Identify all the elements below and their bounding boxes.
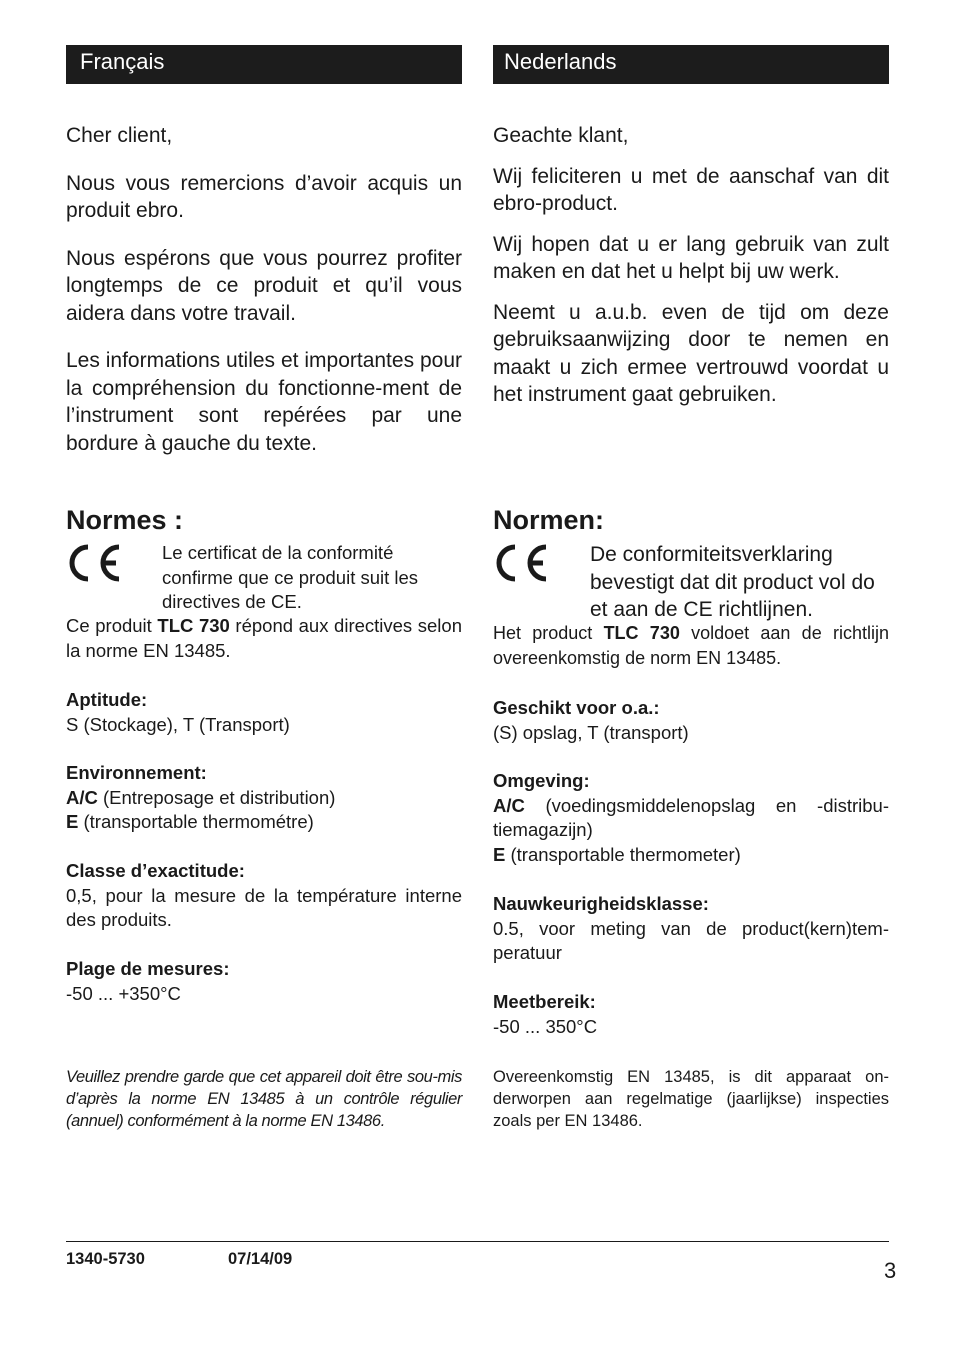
spec-range <box>493 990 889 1039</box>
spec-value: E (transportable thermometer) <box>493 843 741 865</box>
document-date: 07/14/09 <box>228 1250 293 1268</box>
intro-paragraph: Nous espérons que vous pourrez profiter longtemps de ce produit et qu’il vous aidera dans votre travail. <box>66 246 462 325</box>
intro-paragraph: Neemt u a.u.b. even de tijd om deze gebruiksaanwijzing door te nemen en maakt u zich ermee vertrouwd voordat u het instrument gaat gebruiken. <box>493 300 889 406</box>
spec-heading: Meetbereik: <box>493 991 596 1012</box>
spec-value: 0,5, pour la mesure de la température interne des produits. <box>66 884 462 930</box>
norms-title: Normes : <box>66 505 184 535</box>
spec-accuracy <box>66 859 462 933</box>
spec-heading: Aptitude: <box>66 689 148 710</box>
ce-mark-icon <box>66 541 122 585</box>
spec-environment <box>493 769 889 867</box>
spec-value: S (Stockage), T (Transport) <box>66 713 290 735</box>
spec-value: -50 ... +350°C <box>66 982 181 1004</box>
intro-paragraph: Les informations utiles et importantes pour la compréhension du fonctionne-ment de l’instrument sont repérées par une bordure à gauche du texte. <box>66 349 462 455</box>
model-name: TLC 730 <box>603 623 680 643</box>
spec-heading: Omgeving: <box>493 770 590 791</box>
spec-heading: Plage de mesures: <box>66 958 230 979</box>
spec-value: (S) opslag, T (transport) <box>493 721 689 743</box>
spec-value: E (transportable thermométre) <box>66 811 314 832</box>
spec-heading: Classe d’exactitude: <box>66 860 245 881</box>
language-header-french: Français <box>66 45 462 84</box>
compliance-statement: Ce produit TLC 730 répond aux directives selon la norme EN 13485. <box>66 615 462 661</box>
intro-paragraph: Wij hopen dat u er lang gebruik van zult maken en dat het u helpt bij uw werk. <box>493 232 889 283</box>
footer-divider <box>66 1241 889 1242</box>
ce-description: De conformiteitsverklaring bevestigt dat dit product vol do et aan de CE richtlijnen. <box>590 543 875 621</box>
spec-value: -50 ... 350°C <box>493 1015 598 1037</box>
language-header-dutch: Nederlands <box>493 45 889 84</box>
norms-title: Normen: <box>493 505 605 535</box>
intro-paragraph: Wij feliciteren u met de aanschaf van dit ebro-product. <box>493 164 889 215</box>
spec-range <box>66 957 462 1006</box>
spec-heading: Nauwkeurigheidsklasse: <box>493 893 709 914</box>
greeting: Geachte klant, <box>493 124 629 147</box>
compliance-statement: Het product TLC 730 voldoet aan de richtlijn overeenkomstig de norm EN 13485. <box>493 623 889 668</box>
ce-description: Le certificat de la conformité confirme que ce produit suit les directives de CE. <box>162 542 419 612</box>
spec-suitability <box>493 696 889 745</box>
spec-value: 0.5, voor meting van de product(kern)tem-peratuur <box>493 917 889 963</box>
spec-suitability <box>66 688 462 737</box>
intro-paragraph: Nous vous remercions d’avoir acquis un produit ebro. <box>66 171 462 222</box>
spec-heading: Geschikt voor o.a.: <box>493 697 660 718</box>
inspection-note: Overeenkomstig EN 13485, is dit apparaat on-derworpen aan regelmatige (jaarlijkse) inspecties zoals per EN 13486. <box>493 1068 889 1130</box>
document-code: 1340-5730 <box>66 1250 145 1268</box>
spec-accuracy <box>493 892 889 966</box>
greeting: Cher client, <box>66 124 173 147</box>
model-name: TLC 730 <box>157 615 230 636</box>
spec-value: A/C (voedingsmiddelenopslag en -distribu-tiemagazijn) <box>493 794 889 840</box>
spec-environment <box>66 761 462 835</box>
ce-mark-icon <box>493 541 549 585</box>
inspection-note: Veuillez prendre garde que cet appareil doit être sou-mis d’après la norme EN 13485 à un contrôle régulier (annuel) conformément à la norme EN 13486. <box>66 1068 462 1130</box>
spec-value: A/C (Entreposage et distribution) <box>66 786 336 808</box>
spec-heading: Environnement: <box>66 762 207 783</box>
intro-section-french <box>66 122 462 457</box>
intro-section-dutch <box>493 122 889 409</box>
page-number: 3 <box>884 1258 897 1283</box>
